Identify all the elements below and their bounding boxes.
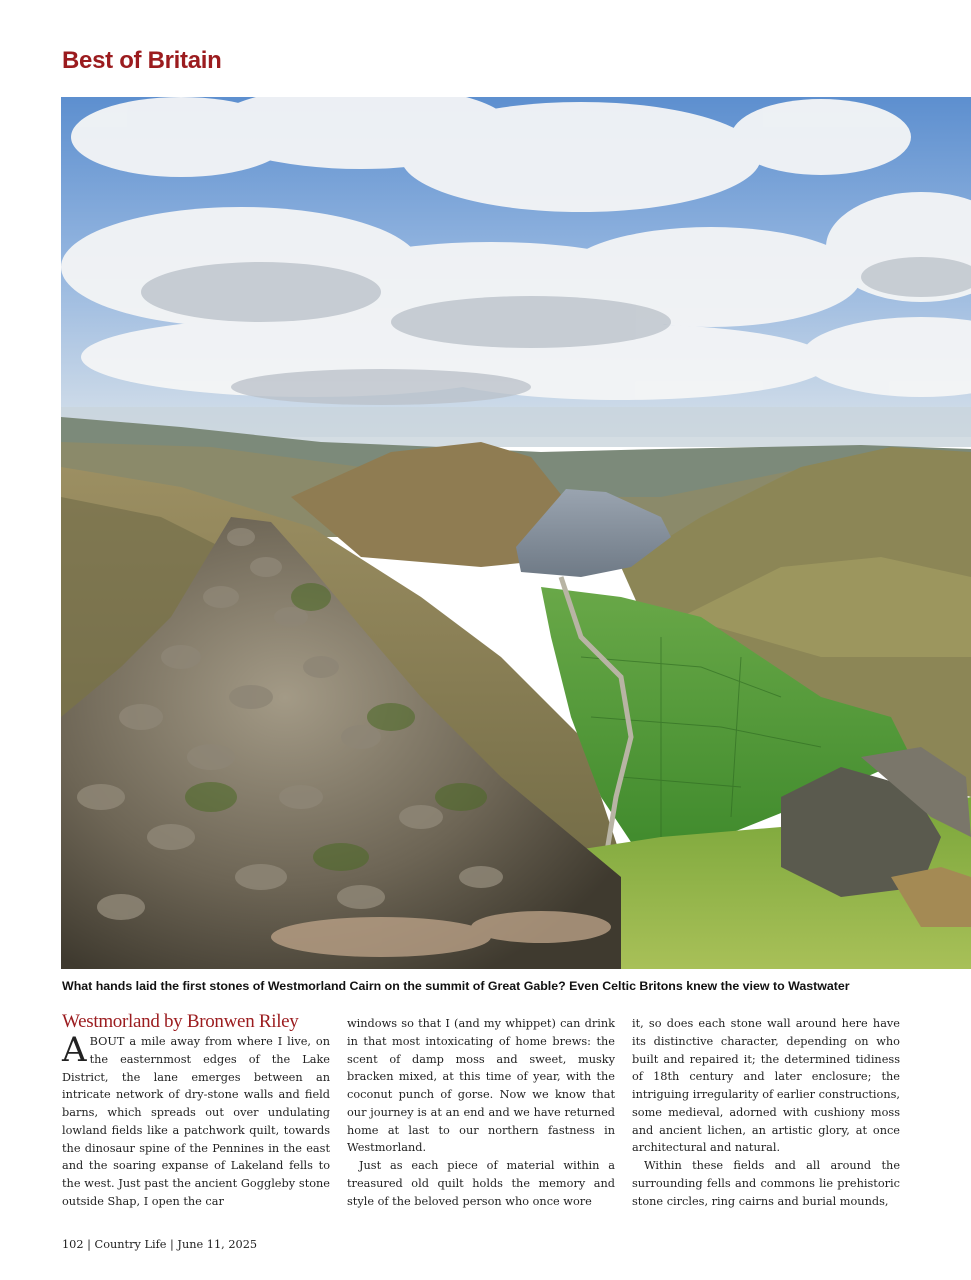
photo-caption: What hands laid the first stones of Westmorland Cairn on the summit of Great Gable? Even Celtic Britons knew the view to Wastwater <box>62 979 850 993</box>
byline: Westmorland by Bronwen Riley <box>62 1011 299 1032</box>
paragraph-text: BOUT a mile away from where I live, on the easternmost edges of the Lake District, the lane emerges between an intricate network of dry-stone walls and field barns, which spreads out over undulating lowland fields like a patchwork quilt, towards the dinosaur spine of the Pennines in the east and the soaring expanse of Lakeland fells to the west. Just past the ancient Goggleby stone outside Shap, I open the car <box>62 1035 330 1208</box>
page-folio: 102 | Country Life | June 11, 2025 <box>62 1238 258 1251</box>
lead-photo <box>61 97 971 969</box>
article-column-1 <box>62 1011 330 1211</box>
landscape-image <box>61 97 971 969</box>
article-paragraph: Within these fields and all around the surrounding fells and commons lie prehistoric stone circles, ring cairns and burial mounds, <box>632 1159 900 1208</box>
section-title: Best of Britain <box>62 47 222 74</box>
article-paragraph: windows so that I (and my whippet) can drink in that most intoxicating of home brews: the scent of damp moss and sweet, musky bracken mixed, at this time of year, with the coconut punch of gorse. Now we know that our journey is at an end and we have returned home at last to our northern fastness in Westmorland. <box>347 1017 615 1155</box>
drop-cap: A <box>62 1030 87 1070</box>
article-column-3 <box>632 1015 900 1210</box>
article-column-2 <box>347 1015 615 1210</box>
article-paragraph: Just as each piece of material within a treasured old quilt holds the memory and style of the beloved person who once wore <box>347 1159 615 1208</box>
article-paragraph <box>62 1030 330 1211</box>
article-paragraph: it, so does each stone wall around here have its distinctive character, depending on who built and repaired it; the determined tidiness of 18th century and later enclosure; the intriguing irregularity of earlier constructions, some medieval, adorned with cushiony moss and ancient lichen, an artistic glory, at once architectural and natural. <box>632 1017 900 1155</box>
